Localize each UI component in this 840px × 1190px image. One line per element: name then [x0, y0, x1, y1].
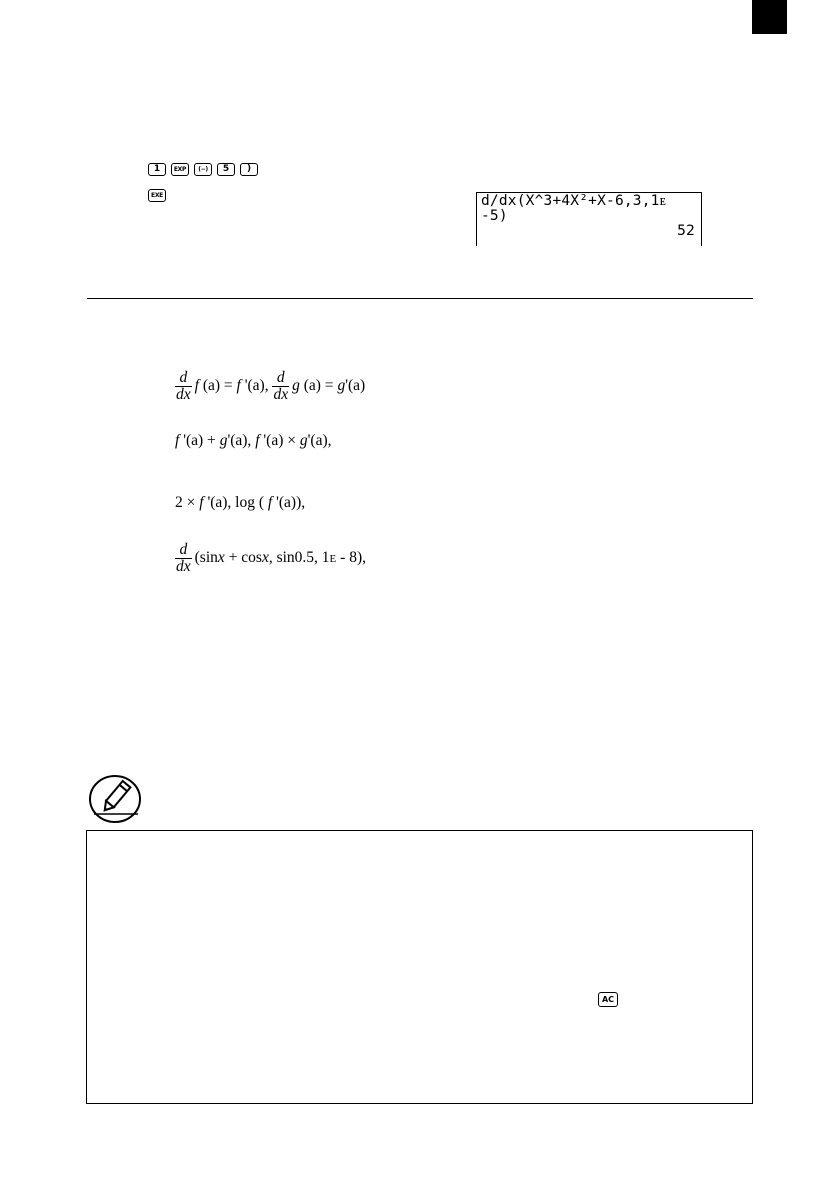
formula-derivative-definitions: $\frac{d}{dx}$ f (a) = f '(a), $\frac{d}{dx}$ g (a) = g'(a): [176, 369, 366, 403]
formula-sum-product: f '(a) + g'(a), f '(a) × g'(a),: [175, 432, 332, 449]
fraction-d-dx: $\frac{d}{dx}$: [176, 541, 191, 575]
section-divider: [87, 298, 753, 299]
key-exp[interactable]: EXP: [171, 163, 189, 176]
pencil-note-icon: [88, 774, 142, 824]
key-ac[interactable]: AC: [598, 992, 618, 1007]
key-close-paren[interactable]: ): [240, 163, 258, 176]
calculator-display: [476, 192, 702, 246]
display-line-1: d/dx(X^3+4X²+X-6,3,1ᴇ: [481, 193, 667, 209]
key-1[interactable]: 1: [148, 163, 166, 176]
formula-nested-derivative: $\frac{d}{dx}$ (sinx + cosx, sin0.5, 1E - 8),: [176, 541, 366, 575]
key-sequence: [148, 163, 258, 176]
fraction-d-dx: $\frac{d}{dx}$: [273, 369, 289, 403]
key-exe[interactable]: EXE: [148, 189, 166, 202]
key-negative[interactable]: (−): [194, 163, 212, 176]
section-tab-marker: [752, 0, 787, 34]
key-5[interactable]: 5: [217, 163, 235, 176]
formula-scalar-log: 2 × f '(a), log ( f '(a)),: [175, 494, 306, 511]
display-result: 52: [677, 223, 695, 239]
note-box: [86, 830, 753, 1104]
fraction-d-dx: $\frac{d}{dx}$: [176, 369, 191, 403]
display-line-2: -5): [481, 208, 508, 224]
